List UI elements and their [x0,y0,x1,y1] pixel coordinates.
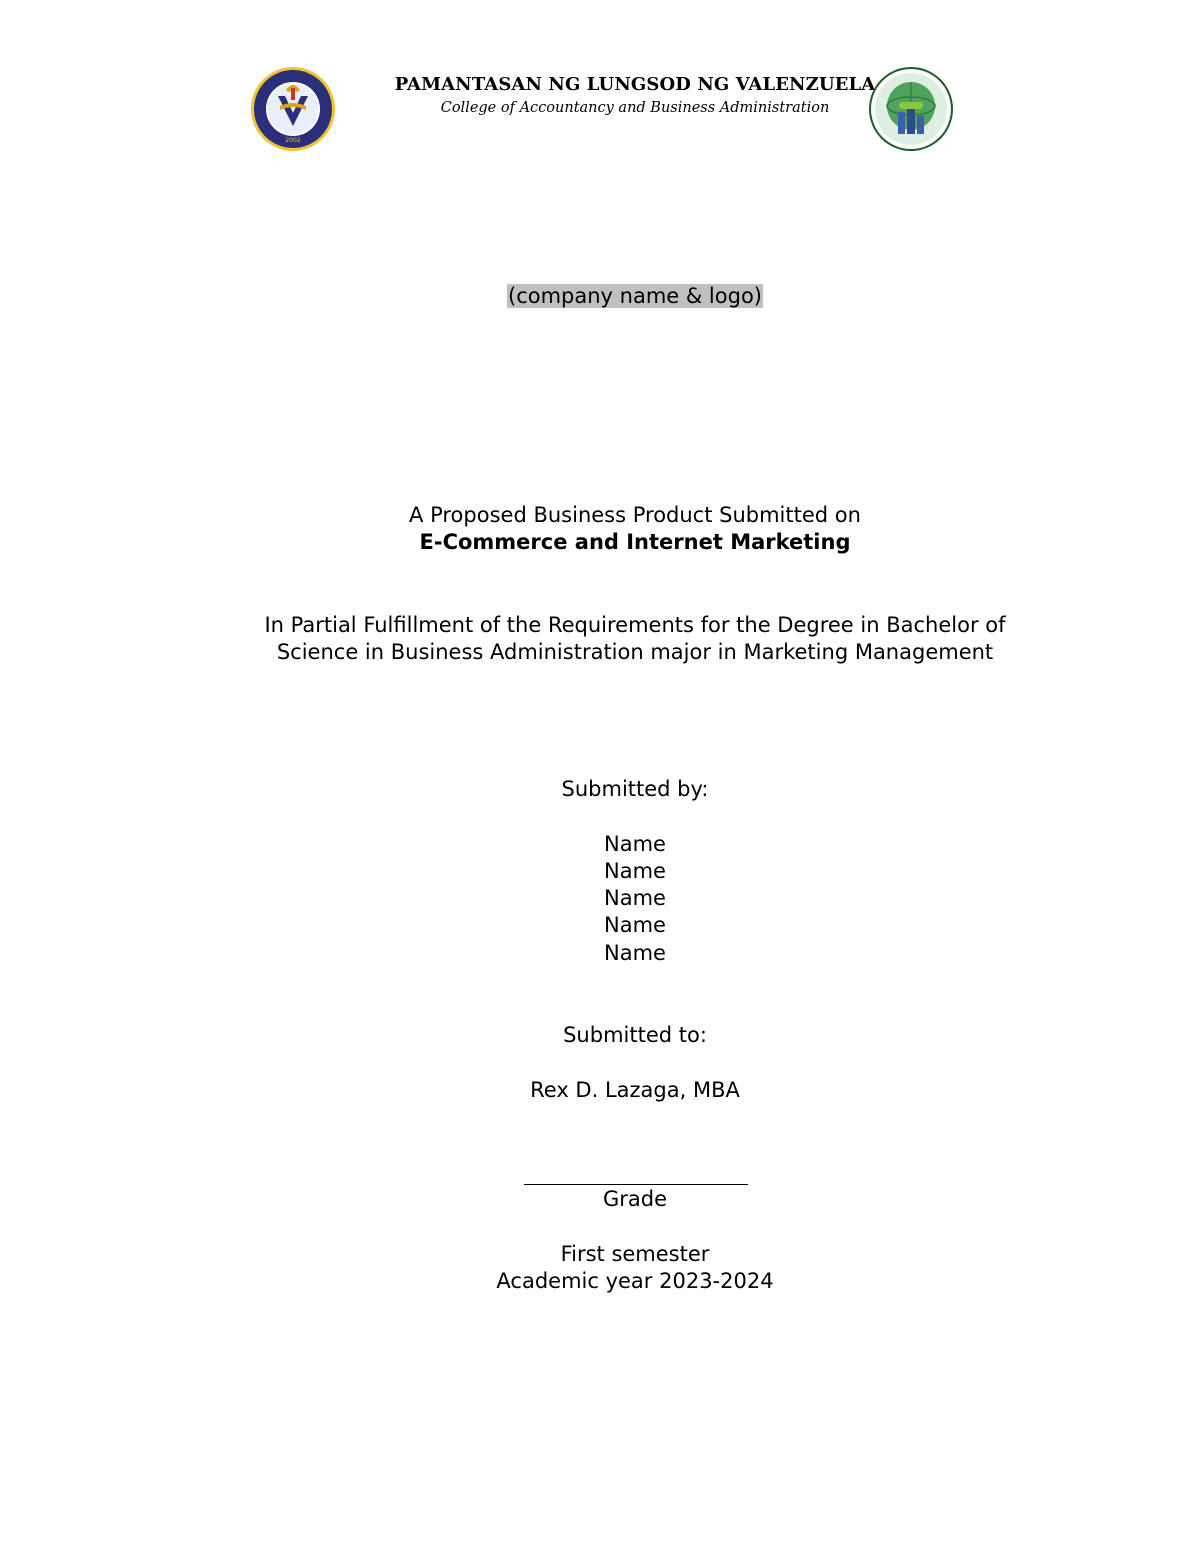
fulfillment-line-2: Science in Business Administration major in Marketing Management [276,640,994,664]
submitter-name: Name [604,913,666,937]
submitter-name: Name [604,886,666,910]
semester: First semester [560,1242,710,1266]
university-seal-icon [250,66,336,152]
company-placeholder-line [0,282,1200,310]
svg-text:2002: 2002 [285,137,301,144]
university-name: PAMANTASAN NG LUNGSOD NG VALENZUELA [394,74,876,95]
grade-signature-line [524,1184,748,1185]
submitter-name: Name [604,859,666,883]
submitted-to-label: Submitted to: [563,1023,707,1047]
submitter-name: Name [604,941,666,965]
adviser-name: Rex D. Lazaga, MBA [530,1078,740,1102]
college-name: College of Accountancy and Business Administration [440,100,830,116]
fulfillment-line-1: In Partial Fulfillment of the Requirements for the Degree in Bachelor of [264,613,1006,637]
grade-label: Grade [602,1187,668,1211]
company-name-logo-placeholder: (company name & logo) [508,284,762,308]
college-seal-icon [868,66,954,152]
submitter-name: Name [604,832,666,856]
course-title: E-Commerce and Internet Marketing [419,530,851,554]
academic-year: Academic year 2023-2024 [496,1269,774,1293]
submitted-by-label: Submitted by: [561,777,709,801]
proposal-line: A Proposed Business Product Submitted on [409,503,861,527]
document-header [0,66,1200,156]
